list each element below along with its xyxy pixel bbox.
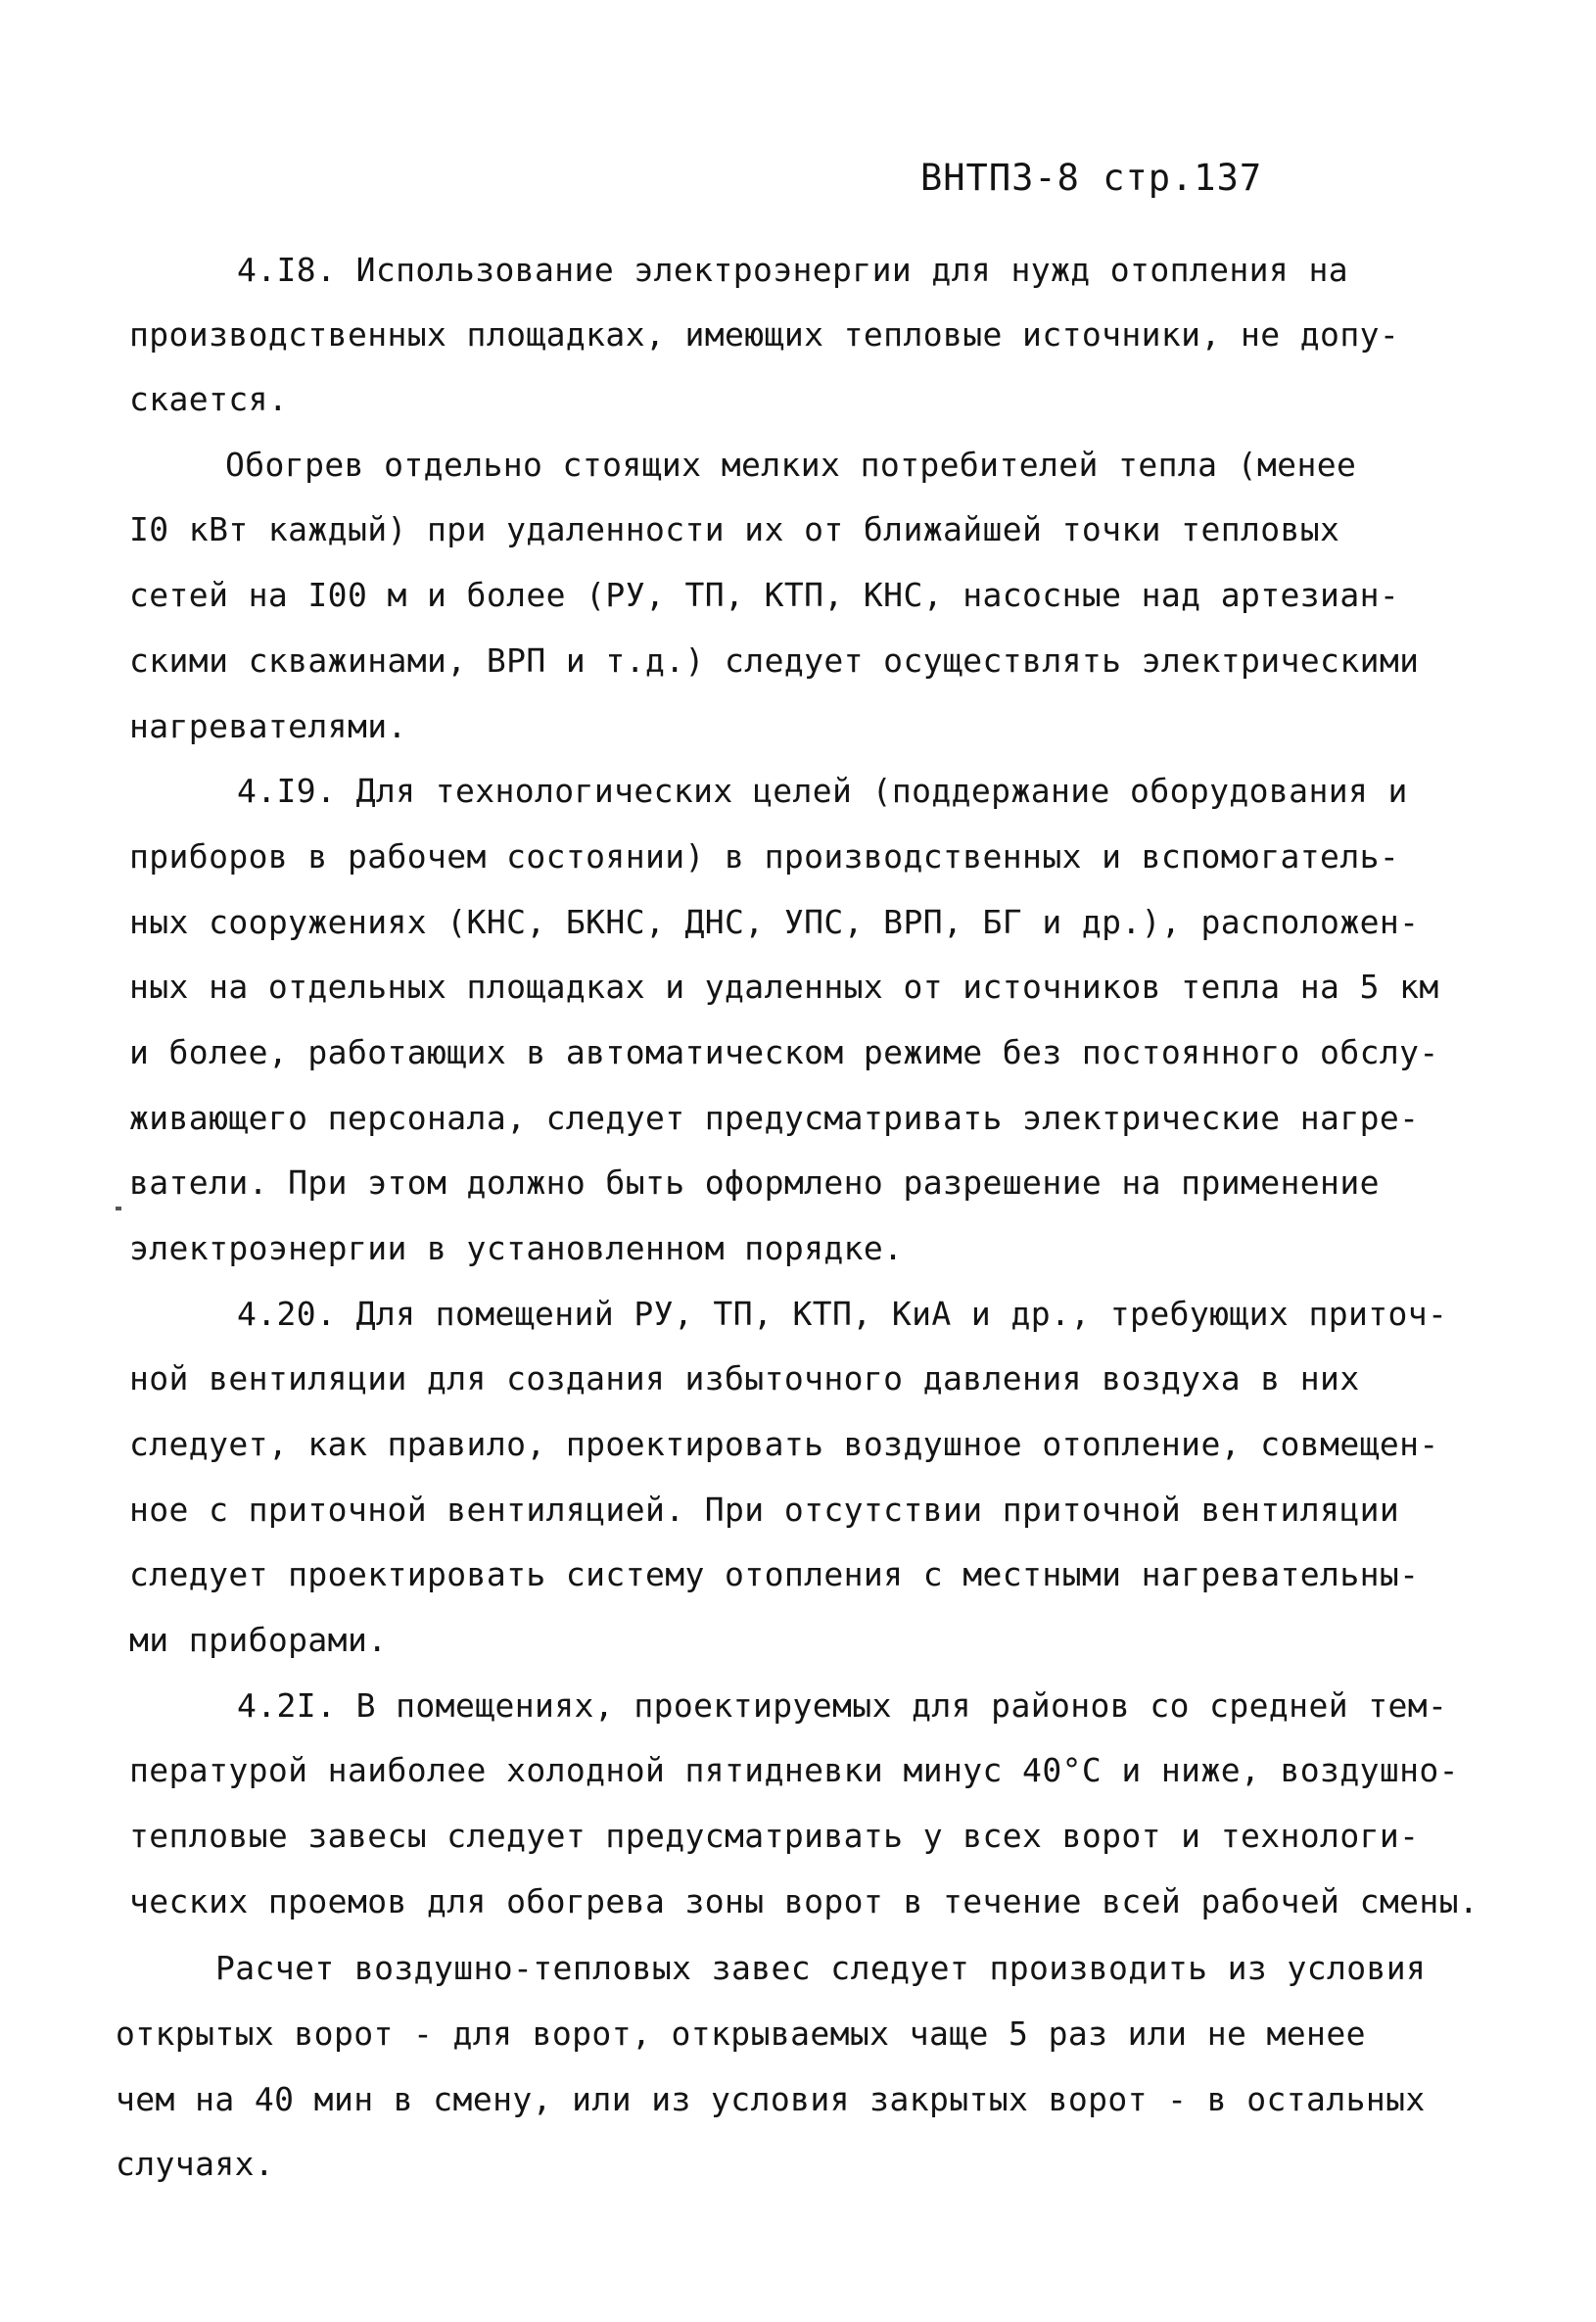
text-line: и более, работающих в автоматическом режиме без постоянного обслу- bbox=[129, 1033, 1439, 1071]
text-line: сетей на I00 м и более (РУ, ТП, КТП, КНС, насосные над артезиан- bbox=[129, 576, 1400, 614]
text-line: Обогрев отдельно стоящих мелких потребителей тепла (менее bbox=[225, 446, 1357, 484]
text-line: ватели. При этом должно быть оформлено разрешение на применение bbox=[129, 1163, 1380, 1202]
text-line: скается. bbox=[129, 380, 289, 418]
text-line: скими скважинами, ВРП и т.д.) следует осуществлять электрическими bbox=[129, 641, 1420, 680]
text-line: следует, как правило, проектировать воздушное отопление, совмещен- bbox=[129, 1425, 1439, 1463]
text-line: тепловые завесы следует предусматривать у всех ворот и технологи- bbox=[129, 1817, 1420, 1855]
text-line: 4.I9. Для технологических целей (поддержание оборудования и bbox=[237, 772, 1408, 810]
text-line: I0 кВт каждый) при удаленности их от ближайшей точки тепловых bbox=[129, 510, 1340, 548]
text-line: ческих проемов для обогрева зоны ворот в течение всей рабочей смены. bbox=[129, 1882, 1479, 1920]
text-line: пературой наиболее холодной пятидневки минус 40°С и ниже, воздушно- bbox=[129, 1751, 1459, 1789]
text-line: 4.I8. Использование электроэнергии для нужд отопления на bbox=[237, 251, 1348, 289]
text-line: 4.20. Для помещений РУ, ТП, КТП, КиА и др., требующих приточ- bbox=[237, 1295, 1448, 1333]
text-line: ной вентиляции для создания избыточного давления воздуха в них bbox=[129, 1359, 1360, 1398]
text-line: нагревателями. bbox=[129, 707, 407, 745]
text-line: ми приборами. bbox=[129, 1621, 388, 1659]
text-line: чем на 40 мин в смену, или из условия закрытых ворот - в остальных bbox=[116, 2080, 1426, 2118]
text-line: Расчет воздушно-тепловых завес следует производить из условия bbox=[215, 1949, 1427, 1987]
text-line: приборов в рабочем состоянии) в производственных и вспомогатель- bbox=[129, 837, 1400, 876]
text-line: случаях. bbox=[116, 2145, 275, 2183]
text-line: ных сооружениях (КНС, БКНС, ДНС, УПС, ВРП, БГ и др.), расположен- bbox=[129, 903, 1420, 941]
text-line: следует проектировать систему отопления с местными нагревательны- bbox=[129, 1555, 1420, 1593]
margin-mark bbox=[116, 1207, 121, 1210]
text-line: ных на отдельных площадках и удаленных от источников тепла на 5 км bbox=[129, 968, 1439, 1006]
text-line: производственных площадках, имеющих тепловые источники, не допу- bbox=[129, 315, 1400, 354]
page-header: ВНТП3-8 стр.137 bbox=[920, 157, 1263, 199]
text-line: живающего персонала, следует предусматривать электрические нагре- bbox=[129, 1099, 1420, 1137]
text-line: ное с приточной вентиляцией. При отсутствии приточной вентиляции bbox=[129, 1491, 1400, 1529]
text-line: электроэнергии в установленном порядке. bbox=[129, 1229, 904, 1267]
text-line: открытых ворот - для ворот, открываемых чаще 5 раз или не менее bbox=[116, 2014, 1366, 2053]
text-line: 4.2I. В помещениях, проектируемых для районов со средней тем- bbox=[237, 1686, 1448, 1725]
